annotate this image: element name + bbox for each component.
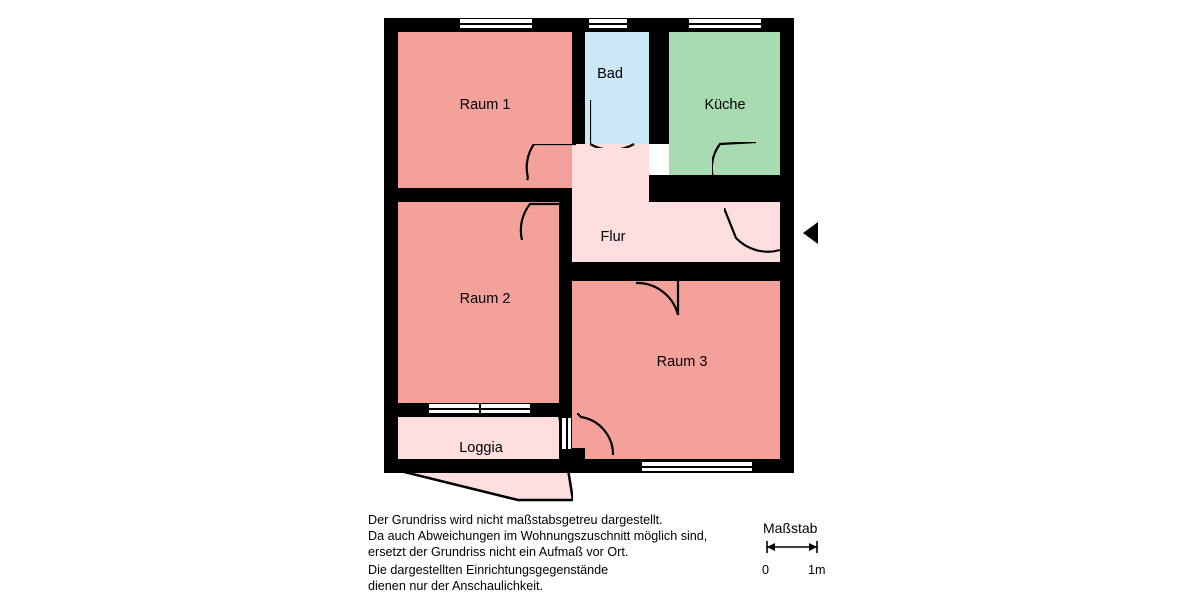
door-raum-3	[630, 281, 680, 323]
door-loggia	[577, 413, 619, 457]
scale-max-label: 1m	[808, 563, 826, 577]
room-label-kueche: Küche	[704, 97, 746, 113]
wall-flur-top-right	[649, 188, 780, 202]
wall-bad-kueche	[649, 32, 669, 144]
room-label-bad: Bad	[597, 66, 623, 82]
window-loggia-door	[561, 417, 572, 450]
disclaimer-line-5: dienen nur der Anschaulichkeit.	[368, 579, 544, 593]
room-label-flur: Flur	[600, 229, 626, 245]
wall-raum2-raum3	[559, 281, 572, 408]
door-raum-2	[518, 202, 574, 244]
door-entrance	[724, 208, 784, 256]
disclaimer-line-1: Der Grundriss wird nicht maßstabsgetreu dargestellt.	[368, 513, 663, 527]
wall-raum1-bottom	[384, 188, 572, 202]
scale-bar	[763, 540, 821, 554]
scale-min-label: 0	[762, 563, 770, 577]
room-label-loggia: Loggia	[459, 440, 503, 456]
disclaimer-line-3: ersetzt der Grundriss nicht ein Aufmaß vor Ort.	[368, 545, 629, 559]
wall-bad-bottom	[572, 131, 585, 144]
scale-title: Maßstab	[763, 520, 818, 536]
door-bad	[590, 100, 638, 148]
door-kueche	[712, 142, 758, 188]
room-label-raum-3: Raum 3	[656, 354, 708, 370]
disclaimer-line-4: Die dargestellten Einrichtungsgegenstände	[368, 563, 609, 577]
window-raum1-top	[459, 18, 533, 29]
entrance-arrow-icon	[803, 222, 818, 244]
window-bad-top	[588, 18, 628, 29]
wall-flur-bottom-left	[559, 262, 679, 281]
room-flur-upper	[572, 144, 649, 202]
disclaimer-line-2: Da auch Abweichungen im Wohnungszuschnitt möglich sind,	[368, 529, 708, 543]
room-label-raum-1: Raum 1	[459, 97, 511, 113]
room-label-raum-2: Raum 2	[459, 291, 511, 307]
wall-vertical-left-inner	[572, 32, 585, 144]
window-raum3-bottom	[641, 461, 753, 472]
door-raum-1	[524, 144, 576, 184]
wall-flur-bottom-right	[679, 262, 794, 281]
window-kueche-top	[688, 18, 762, 29]
window-raum2-bottom	[428, 403, 531, 414]
